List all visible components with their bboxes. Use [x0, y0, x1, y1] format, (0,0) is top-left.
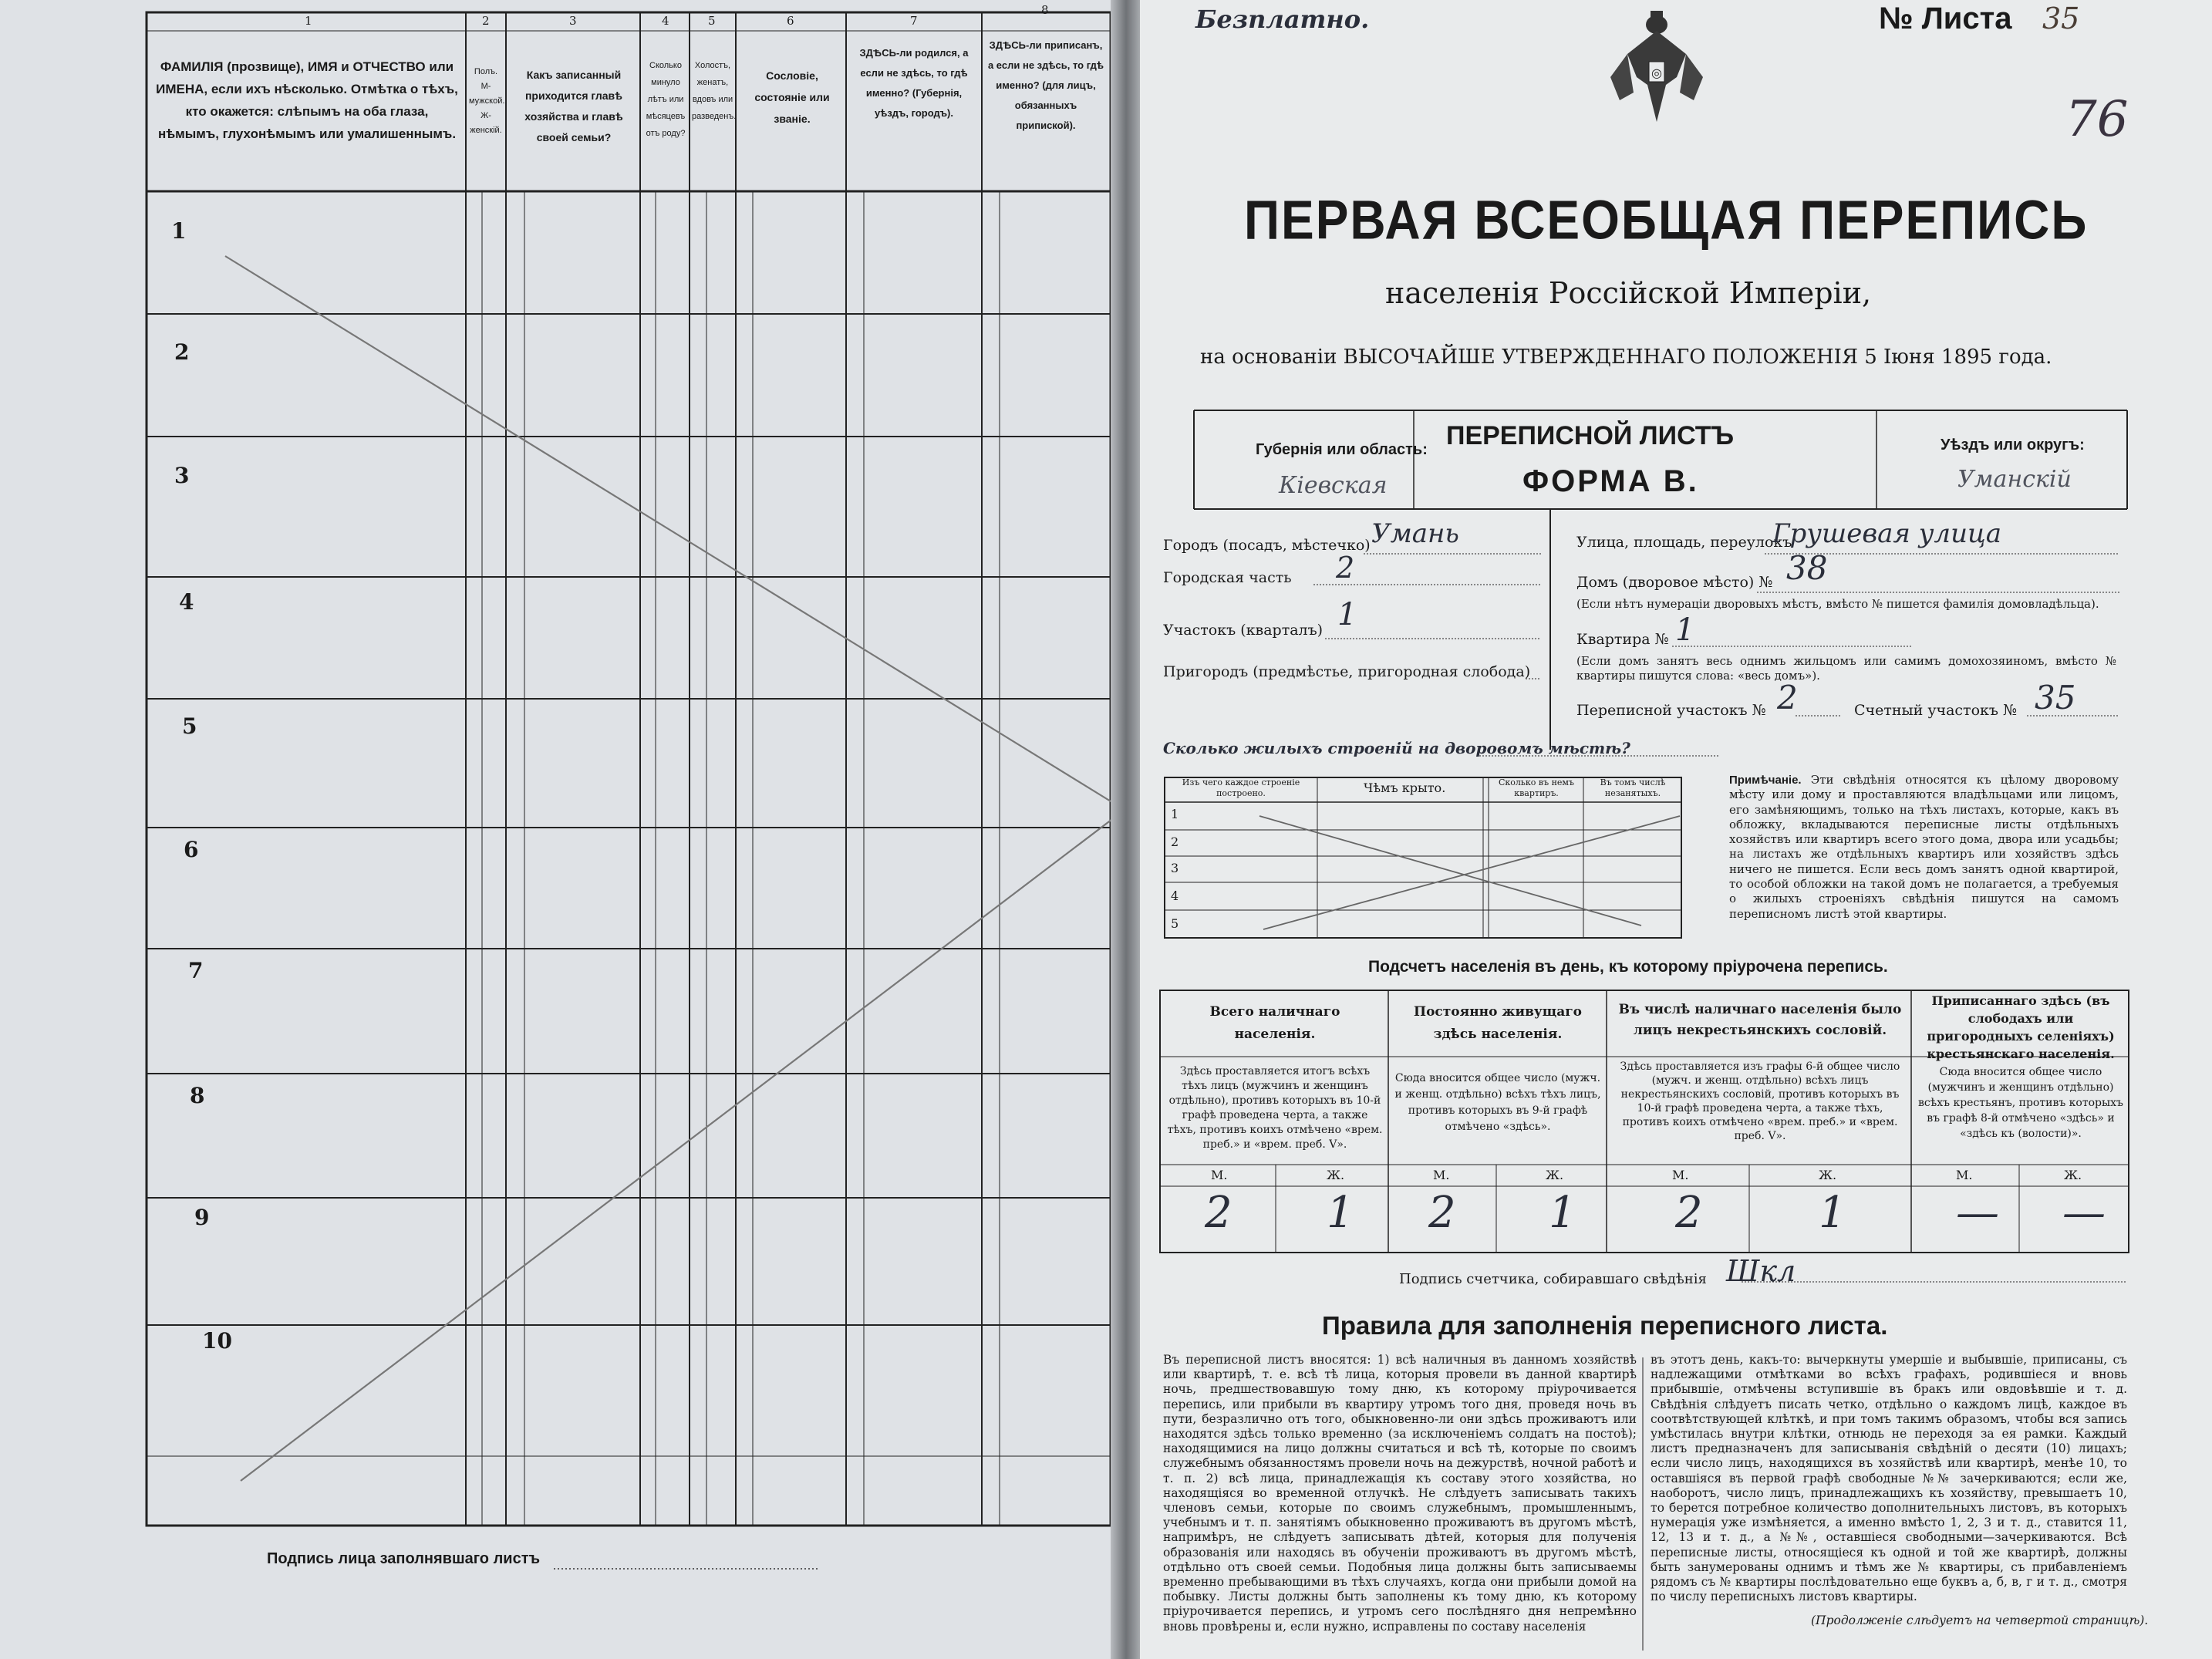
- col-num-2: 2: [482, 14, 490, 28]
- header-col-7: ЗДѢСЬ-ли родился, а если не здѣсь, то гдѣ именно? (Губернія, уѣздъ, городъ).: [859, 47, 969, 119]
- schetchik-signature: Шкл: [1726, 1254, 1796, 1288]
- schet-uch-label: Счетный участокъ №: [1854, 702, 2017, 719]
- building-row-num: 4: [1171, 889, 1179, 903]
- dom-label: Домъ (дворовое мѣсто) №: [1576, 574, 1773, 591]
- building-col-material: Изъ чего каждое строеніе построено.: [1182, 777, 1300, 798]
- building-col-vacant: Въ томъ числѣ незанятыхъ.: [1600, 777, 1666, 798]
- note-paragraph: [1729, 773, 2119, 922]
- header-col-2: Полъ. М-мужской. Ж-женскій.: [469, 67, 505, 135]
- count-col-text: Сюда вносится общее число (мужч. и женщ. отдѣльно) всѣхъ тѣхъ лицъ, противъ которыхъ въ 9-й графѣ отмѣчено «здѣсь».: [1394, 1072, 1601, 1133]
- page-number-handwritten: 76: [2065, 91, 2129, 148]
- uchastok-value: 1: [1337, 597, 1357, 632]
- col-num-1: 1: [305, 14, 312, 28]
- header-col-1: ФАМИЛІЯ (прозвище), ИМЯ и ОТЧЕСТВО или ИМЕНА, если ихъ нѣсколько. Отмѣтка о тѣхъ, кто окажется: слѣпымъ на оба глаза, нѣмымъ, глухонѣмымъ или умалишеннымъ.: [156, 59, 458, 141]
- perep-uch-label: Переписной участокъ №: [1576, 702, 1766, 719]
- document-title: ПЕРВАЯ ВСЕОБЩАЯ ПЕРЕПИСЬ: [1244, 188, 2089, 251]
- uezd-label: Уѣздъ или округъ:: [1941, 437, 2085, 454]
- col-num-4: 4: [662, 14, 669, 28]
- header-col-5: Холостъ, женатъ, вдовъ или разведенъ.: [692, 61, 737, 121]
- ulitsa-value: Грушевая улица: [1772, 518, 2001, 549]
- row-number: 6: [184, 837, 199, 862]
- m-label: М.: [1211, 1168, 1228, 1182]
- count-m-value: 2: [1205, 1188, 1232, 1238]
- header-col-3: Какъ записанный приходится главѣ хозяйства и главѣ своей семьи?: [524, 69, 623, 143]
- m-label: М.: [1433, 1168, 1450, 1182]
- stroeniya-label: Сколько жилыхъ строеній на дворовомъ мѣстѣ?: [1163, 739, 1630, 757]
- kvartira-note: (Если домъ занятъ весь однимъ жильцомъ или самимъ домохозяиномъ, вмѣсто № квартиры пишутся слова: «весь домъ»).: [1576, 654, 2116, 683]
- col-num-6: 6: [787, 14, 794, 28]
- perep-uch-value: 2: [1777, 679, 1798, 717]
- note-text: Эти свѣдѣнія относятся къ цѣлому дворовому мѣсту или дому и проставляются владѣльцами или лицомъ, его замѣняющимъ, только на тѣхъ листахъ, которые, какъ въ обложку, вкладываются переписные листы отдѣльныхъ хозяйствъ или квартиръ всего этого дома, двора или усадьбы; на листахъ же отдѣльныхъ квартиръ или хозяйствъ здѣсь ничего не пишется. Если весь домъ занятъ одной квартирой, то особой обложки на такой домъ не полагается, а требуемыя о жилыхъ строеніяхъ свѣдѣнія пишутся на самомъ переписномъ листѣ этой квартиры.: [1729, 773, 2119, 921]
- kvartira-label: Квартира №: [1576, 631, 1669, 648]
- count-col-text: Сюда вносится общее число (мужчинъ и женщинъ отдѣльно) всѣхъ крестьянъ, противъ которыхъ въ графѣ 8-й отмѣчено «здѣсь» и «здѣсь къ (волости)».: [1918, 1066, 2123, 1140]
- form-title: ПЕРЕПИСНОЙ ЛИСТЪ: [1446, 421, 1735, 450]
- gubernia-label: Губернія или область:: [1256, 441, 1428, 458]
- count-col-text: Здѣсь проставляется изъ графы 6-й общее число (мужч. и женщ. отдѣльно) всѣхъ лицъ некрестьянскихъ сословій, противъ которыхъ въ 10-й графѣ проведена черта, а также тѣхъ, противъ коихъ отмѣчено «врем. преб.» и «врем. преб. V».: [1620, 1060, 1900, 1142]
- count-m-value: —: [1956, 1188, 1999, 1238]
- podschet-title: Подсчетъ населенія въ день, къ которому пріурочена перепись.: [1368, 958, 1888, 976]
- chast-value: 2: [1336, 551, 1355, 585]
- imperial-eagle-emblem: [1610, 11, 1703, 122]
- row-number: 2: [174, 339, 190, 365]
- building-col-roof: Чѣмъ крыто.: [1364, 781, 1446, 795]
- uchastok-label: Участокъ (кварталъ): [1163, 622, 1323, 639]
- row-number: 10: [202, 1328, 232, 1354]
- count-col-text: Здѣсь проставляется итогъ всѣхъ тѣхъ лицъ (мужчинъ и женщинъ отдѣльно), противъ которыхъ въ 10-й графѣ проведена черта, а также тѣхъ, противъ коихъ отмѣчено «врем. преб.» и «врем. преб. V».: [1167, 1065, 1383, 1151]
- count-zh-value: 1: [1549, 1188, 1576, 1238]
- row-number: 7: [188, 958, 204, 983]
- count-col-title: Всего наличнаго населенія.: [1209, 1004, 1340, 1042]
- continued-note: (Продолженіе слѣдуетъ на четвертой страницѣ).: [1811, 1613, 2149, 1627]
- chast-label: Городская часть: [1163, 569, 1292, 586]
- count-col-title: Приписаннаго здѣсь (въ слободахъ или пригородныхъ селеніяхъ) крестьянскаго населенія.: [1927, 993, 2115, 1061]
- free-label: Безплатно.: [1195, 5, 1370, 34]
- header-col-4: Сколько минуло лѣтъ или мѣсяцевъ отъ роду?: [646, 61, 686, 138]
- col-num-5: 5: [708, 14, 716, 28]
- row-number: 8: [190, 1083, 205, 1108]
- document-subtitle: населенія Россійской Имперіи,: [1385, 276, 1872, 310]
- header-col-6: Сословіе, состояніе или званіе.: [754, 69, 830, 125]
- note-title: Примѣчаніе.: [1729, 774, 1802, 787]
- rules-title: Правила для заполненія переписного листа.: [1322, 1311, 1888, 1340]
- rules-right-column: въ этотъ день, какъ-то: вычеркнуты умершіе и выбывшіе, приписаны, съ надлежащими отмѣтками во всѣхъ графахъ, родившіеся и вновь прибывшіе, отмѣчены вступившіе въ бракъ или овдовѣвшіе и т. д. Свѣдѣнія слѣдуетъ писать четко, отдѣльно о каждомъ лицѣ, каждое въ соотвѣтствующей клѣткѣ, и при томъ такимъ образомъ, чтобы вся запись умѣстилась внутри клѣтки, отнюдь не переходя за ея рамки. Каждый листъ предназначенъ для записыванія свѣдѣній о десяти (10) лицахъ; если число лицъ, находящихся въ хозяйствѣ или квартирѣ, менѣе 10, то оставшіяся въ первой графѣ свободные №№ зачеркиваются; если же, наоборотъ, число лицъ, принадлежащихъ къ хозяйству, превышаетъ 10, то берется потребное количество дополнительныхъ листовъ, въ которыхъ нумерація уже измѣняется, а именно вмѣсто 1, 2, 3 и т. д., ставится 11, 12, 13 и т. д., а №№, оставшіеся свободными—зачеркиваются. Всѣ переписные листы, относящіеся къ одной и той же квартирѣ, должны быть занумерованы однимъ и тѣмъ же № квартиры, съ прибавленіемъ рядомъ съ № квартиры послѣдовательно еще буквъ а, б, в, г и т. д., смотря по числу переписныхъ листовъ квартиры.: [1651, 1353, 2127, 1604]
- gorod-label: Городъ (посадъ, мѣстечко): [1163, 537, 1371, 554]
- count-m-value: 2: [1428, 1188, 1456, 1238]
- m-label: М.: [1956, 1168, 1973, 1182]
- dom-note: (Если нѣтъ нумераціи дворовыхъ мѣстъ, вмѣсто № пишется фамилія домовладѣльца).: [1576, 597, 2099, 611]
- row-number: 5: [182, 713, 197, 739]
- rules-left-column: Въ переписной листъ вносятся: 1) всѣ наличныя въ данномъ хозяйствѣ или квартирѣ, т. е. всѣ тѣ лица, которыя провели въ данной квартирѣ ночь, предшествовавшую тому дню, къ которому пріурочивается перепись, или прибыли въ квартиру утромъ того дня, проведя ночь въ пути, безразлично отъ того, обыкновенно-ли они здѣсь проживаютъ или находятся здѣсь только временно (за исключеніемъ солдатъ на постоѣ); находящимися на лицо должны считаться и всѣ тѣ, которые по своимъ служебнымъ обязанностямъ провели ночь на дежурствѣ, ночной работѣ и т. п. 2) всѣ лица, принадлежащія къ составу этого хозяйства, но находящіяся во временной отлучкѣ. Не слѣдуетъ записывать такихъ членовъ семьи, которые по своимъ служебнымъ, промышленнымъ, учебнымъ и т. п. занятіямъ обыкновенно проживаютъ въ другомъ мѣстѣ, напримѣръ, не слѣдуетъ записывать дѣтей, которыя для полученія образованія или находясь въ обученіи проживаютъ въ другомъ мѣстѣ, отдѣльно отъ своей семьи. Подобныя лица должны быть записываемы временно пребывающими въ тѣхъ случаяхъ, когда они прибыли домой на побывку. Листы должны быть заполнены къ тому дню, къ которому пріурочивается перепись, и утромъ сего послѣдняго дня непремѣнно вновь провѣрены и, если нужно, исправлены по составу населенія: [1163, 1353, 1637, 1634]
- pencil-cross-out: [225, 256, 1125, 1481]
- col-num-7: 7: [910, 14, 918, 28]
- count-m-value: 2: [1675, 1188, 1703, 1238]
- building-row-num: 3: [1171, 861, 1179, 875]
- pencil-cross-out: [1259, 816, 1680, 929]
- right-page: [1140, 0, 2212, 1659]
- count-zh-value: —: [2062, 1188, 2106, 1238]
- prigorod-label: Пригородъ (предмѣстье, пригородная слобода): [1163, 663, 1531, 680]
- row-number: 9: [194, 1205, 210, 1230]
- building-col-apartments: Сколько въ немъ квартиръ.: [1499, 777, 1574, 798]
- filler-signature-label: Подпись лица заполнявшаго листъ: [267, 1550, 541, 1567]
- schetchik-label: Подпись счетчика, собиравшаго свѣдѣнія: [1399, 1271, 1707, 1287]
- building-row-num: 2: [1171, 835, 1179, 849]
- building-row-num: 1: [1171, 807, 1179, 821]
- row-number: 1: [171, 218, 187, 244]
- header-col-8: ЗДѢСЬ-ли приписанъ, а если не здѣсь, то гдѣ именно? (для лицъ, обязанныхъ припиской).: [987, 39, 1104, 131]
- gubernia-value: Кіевская: [1279, 472, 1388, 499]
- form-name: ФОРМА В.: [1522, 464, 1699, 498]
- kvartira-value: 1: [1675, 612, 1695, 648]
- zh-label: Ж.: [1546, 1168, 1564, 1182]
- count-zh-value: 1: [1327, 1188, 1354, 1238]
- dom-value: 38: [1786, 549, 1828, 587]
- zh-label: Ж.: [1327, 1168, 1345, 1182]
- col-num-8: 8: [1041, 3, 1049, 17]
- zh-label: Ж.: [2064, 1168, 2082, 1182]
- zh-label: Ж.: [1819, 1168, 1837, 1182]
- sheet-number-label: № Листа: [1879, 2, 2012, 35]
- svg-text:◎: ◎: [1651, 66, 1662, 80]
- row-number: 4: [179, 589, 194, 615]
- count-zh-value: 1: [1819, 1188, 1846, 1238]
- gorod-value: Умань: [1371, 518, 1459, 549]
- ulitsa-label: Улица, площадь, переулокъ: [1576, 534, 1792, 551]
- legal-basis: на основаніи ВЫСОЧАЙШЕ УТВЕРЖДЕННАГО ПОЛОЖЕНІЯ 5 Іюня 1895 года.: [1200, 346, 2052, 369]
- m-label: М.: [1672, 1168, 1689, 1182]
- sheet-number-value: 35: [2042, 2, 2080, 35]
- count-col-title: Въ числѣ наличнаго населенія было лицъ некрестьянскихъ сословій.: [1618, 1002, 1902, 1038]
- col-num-3: 3: [569, 14, 577, 28]
- count-col-title: Постоянно живущаго здѣсь населенія.: [1414, 1004, 1582, 1042]
- building-row-num: 5: [1171, 916, 1179, 931]
- row-number: 3: [174, 463, 190, 488]
- schet-uch-value: 35: [2035, 679, 2076, 717]
- uezd-value: Уманскій: [1957, 466, 2072, 493]
